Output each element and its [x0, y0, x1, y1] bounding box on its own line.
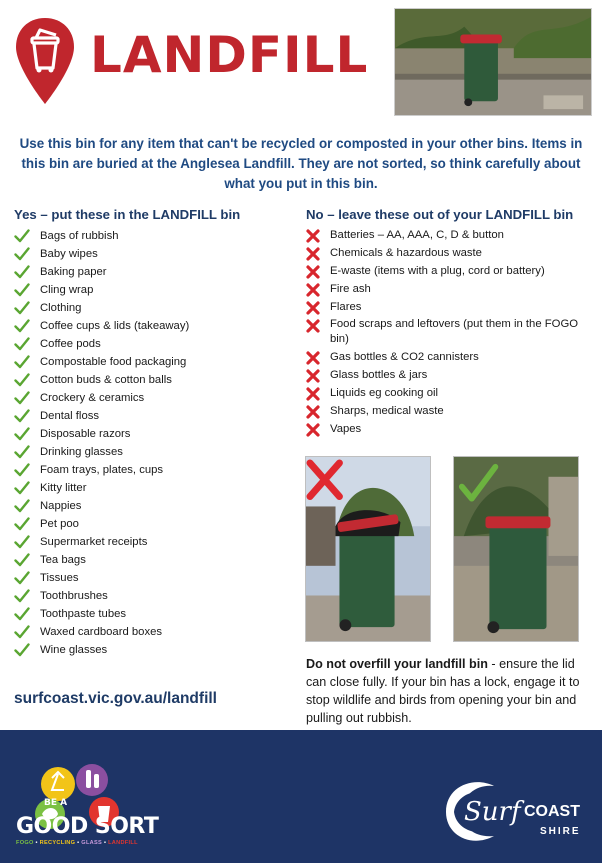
no-list: [304, 227, 594, 439]
list-item: Sharps, medical waste: [304, 403, 594, 421]
list-item: Baking paper: [14, 263, 294, 281]
check-icon: [14, 534, 30, 550]
overfill-caption: [306, 655, 590, 727]
good-sort-tagline: FOGO • RECYCLING • GLASS • LANDFILL: [16, 840, 138, 846]
cross-icon: [305, 264, 321, 280]
list-item: Kitty litter: [14, 479, 294, 497]
check-icon: [14, 588, 30, 604]
cross-icon: [305, 228, 321, 244]
closed-lid-bin-photo: [453, 456, 579, 642]
list-item: Coffee pods: [14, 335, 294, 353]
landfill-bin-photo: [394, 8, 592, 116]
list-item: Pet poo: [14, 515, 294, 533]
list-item: Chemicals & hazardous waste: [304, 245, 594, 263]
list-item: Tissues: [14, 569, 294, 587]
cross-icon: [305, 386, 321, 402]
cross-icon: [305, 318, 321, 334]
list-item: Gas bottles & CO2 cannisters: [304, 349, 594, 367]
check-icon: [14, 300, 30, 316]
check-icon: [14, 444, 30, 460]
list-item: Baby wipes: [14, 245, 294, 263]
check-icon: [14, 246, 30, 262]
yes-heading: Yes – put these in the LANDFILL bin: [14, 207, 241, 222]
page-title: LANDFILL: [90, 26, 369, 84]
caption-text: - ensure the lid can close fully. If your bin has a lock, engage it to stop wildlife and birds from opening your bin and pulling out rubbish.: [306, 657, 580, 725]
cross-icon: [305, 350, 321, 366]
footer: [0, 730, 602, 863]
list-item: Coffee cups & lids (takeaway): [14, 317, 294, 335]
good-sort-wordmark: GOOD SORT: [16, 814, 159, 839]
check-icon: [14, 426, 30, 442]
list-item: Foam trays, plates, cups: [14, 461, 294, 479]
cross-icon: [305, 282, 321, 298]
list-item: Toothbrushes: [14, 587, 294, 605]
check-icon: [14, 642, 30, 658]
list-item: Flares: [304, 299, 594, 317]
cross-icon: [305, 300, 321, 316]
check-icon: [14, 390, 30, 406]
check-icon: [14, 606, 30, 622]
list-item: Waxed cardboard boxes: [14, 623, 294, 641]
check-icon: [14, 498, 30, 514]
svg-text:COAST: COAST: [524, 803, 580, 820]
surf-coast-shire-logo: [440, 772, 590, 852]
check-icon: [14, 480, 30, 496]
yes-list: [14, 227, 294, 659]
check-icon: [14, 408, 30, 424]
list-item: Bags of rubbish: [14, 227, 294, 245]
list-item: Disposable razors: [14, 425, 294, 443]
svg-text:Surf: Surf: [464, 797, 521, 827]
good-sort-be-a: BE A: [44, 798, 68, 808]
list-item: Fire ash: [304, 281, 594, 299]
check-icon: [14, 264, 30, 280]
list-item: Liquids eg cooking oil: [304, 385, 594, 403]
check-icon: [14, 462, 30, 478]
header: [0, 0, 602, 120]
cross-icon: [305, 246, 321, 262]
list-item: Tea bags: [14, 551, 294, 569]
list-item: Compostable food packaging: [14, 353, 294, 371]
list-item: Drinking glasses: [14, 443, 294, 461]
website-link[interactable]: surfcoast.vic.gov.au/landfill: [14, 690, 217, 707]
caption-bold: Do not overfill your landfill bin: [306, 657, 488, 671]
list-item: Crockery & ceramics: [14, 389, 294, 407]
list-item: Nappies: [14, 497, 294, 515]
cross-icon: [305, 422, 321, 438]
rubbish-bin-pin-icon: [14, 16, 76, 106]
check-icon: [14, 552, 30, 568]
check-icon: [14, 516, 30, 532]
list-item: Wine glasses: [14, 641, 294, 659]
list-item: Dental floss: [14, 407, 294, 425]
list-item: Clothing: [14, 299, 294, 317]
intro-text: Use this bin for any item that can't be recycled or composted in your other bins. Items in this bin are buried at the Anglesea Landfill. They are not sorted, so think carefully about what you put in this bin.: [19, 136, 583, 191]
list-item: Toothpaste tubes: [14, 605, 294, 623]
check-icon: [14, 282, 30, 298]
check-icon: [14, 336, 30, 352]
check-icon: [14, 354, 30, 370]
list-item: Glass bottles & jars: [304, 367, 594, 385]
list-item: Cling wrap: [14, 281, 294, 299]
cross-icon: [305, 368, 321, 384]
list-item: Vapes: [304, 421, 594, 439]
check-icon: [14, 372, 30, 388]
cross-icon: [305, 404, 321, 420]
check-icon: [14, 228, 30, 244]
list-item: Supermarket receipts: [14, 533, 294, 551]
list-item: Cotton buds & cotton balls: [14, 371, 294, 389]
check-icon: [14, 318, 30, 334]
overfilled-bin-photo: [305, 456, 431, 642]
list-item: E-waste (items with a plug, cord or battery): [304, 263, 594, 281]
svg-text:SHIRE: SHIRE: [540, 826, 581, 837]
list-item: Food scraps and leftovers (put them in the FOGO bin): [304, 317, 594, 349]
list-item: Batteries – AA, AAA, C, D & button: [304, 227, 594, 245]
check-icon: [14, 624, 30, 640]
check-icon: [14, 570, 30, 586]
no-heading: No – leave these out of your LANDFILL bin: [306, 207, 574, 222]
